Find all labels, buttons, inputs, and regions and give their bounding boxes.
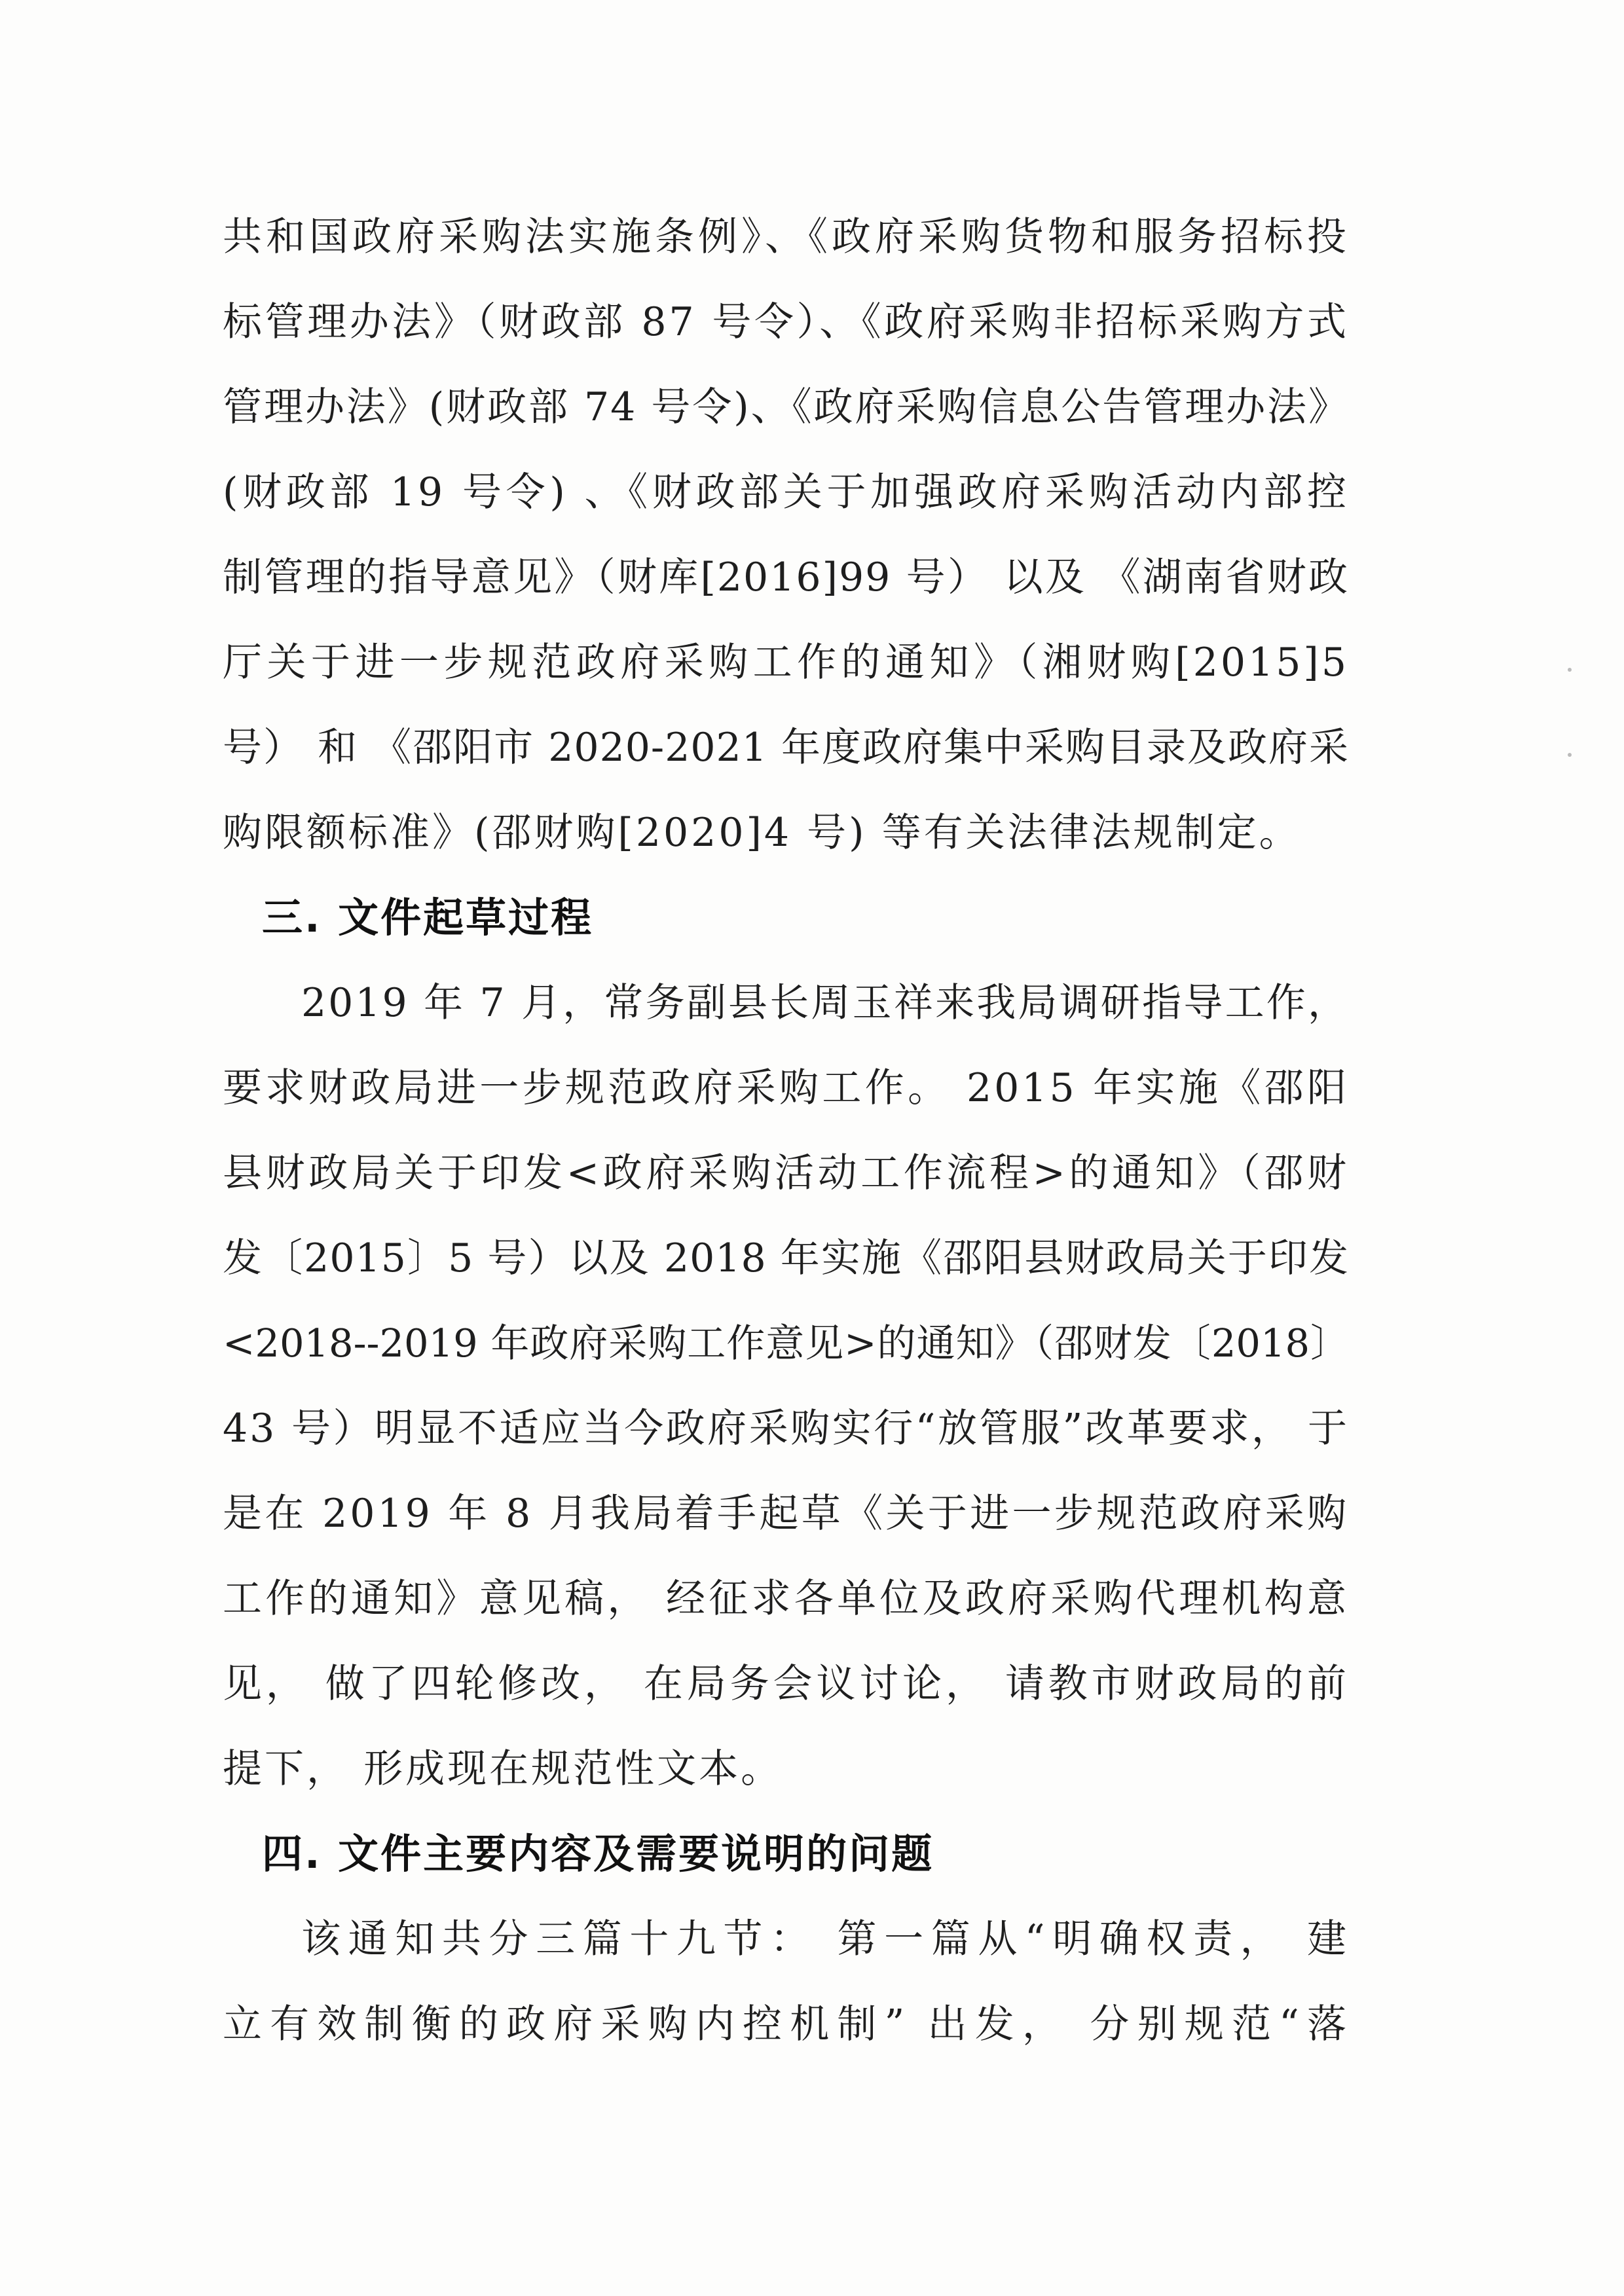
paragraph1-line-1: 共和国政府采购法实施条例》、《政府采购货物和服务招标投	[223, 214, 1349, 260]
paragraph1-line-2: 标管理办法》（财政部 87 号令）、《政府采购非招标采购方式	[223, 299, 1349, 345]
paragraph1-line-4: (财政部 19 号令) 、《财政部关于加强政府采购活动内部控	[223, 469, 1349, 515]
section4-heading: 四. 文件主要内容及需要说明的问题	[262, 1830, 934, 1878]
section3-line-10: 提下， 形成现在规范性文本。	[223, 1746, 783, 1792]
section3-line-9: 见， 做了四轮修改， 在局务会议讨论， 请教市财政局的前	[223, 1661, 1349, 1707]
paragraph1-line-6: 厅关于进一步规范政府采购工作的通知》（湘财购[2015]5	[223, 640, 1349, 685]
section3-heading: 三. 文件起草过程	[262, 894, 594, 941]
paragraph1-line-7: 号） 和 《邵阳市 2020-2021 年度政府集中采购目录及政府采	[223, 725, 1349, 771]
section3-line-2: 要求财政局进一步规范政府采购工作。 2015 年实施《邵阳	[223, 1065, 1349, 1111]
section3-line-7: 是在 2019 年 8 月我局着手起草《关于进一步规范政府采购	[223, 1491, 1349, 1537]
section3-line-6: 43 号）明显不适应当今政府采购实行“放管服”改革要求， 于	[223, 1406, 1349, 1451]
section3-line-4: 发〔2015〕5 号）以及 2018 年实施《邵阳县财政局关于印发	[223, 1235, 1349, 1281]
scan-speck	[1568, 753, 1572, 757]
section4-line-2: 立有效制衡的政府采购内控机制” 出发， 分别规范“落	[223, 2001, 1349, 2047]
section3-line-1: 2019 年 7 月，常务副县长周玉祥来我局调研指导工作，	[301, 980, 1349, 1026]
section3-line-3: 县财政局关于印发<政府采购活动工作流程>的通知》（邵财	[223, 1150, 1349, 1196]
paragraph1-line-5: 制管理的指导意见》（财库[2016]99 号） 以及 《湖南省财政	[223, 555, 1349, 600]
section4-line-1: 该通知共分三篇十九节： 第一篇从“明确权责， 建	[301, 1916, 1349, 1962]
section3-line-5: <2018--2019 年政府采购工作意见>的通知》（邵财发〔2018〕	[223, 1321, 1349, 1366]
paragraph1-line-3: 管理办法》(财政部 74 号令)、《政府采购信息公告管理办法》	[223, 384, 1349, 430]
section3-line-8: 工作的通知》意见稿， 经征求各单位及政府采购代理机构意	[223, 1576, 1349, 1622]
scan-speck	[1568, 668, 1572, 672]
paragraph1-line-8: 购限额标准》(邵财购[2020]4 号) 等有关法律法规制定。	[223, 810, 1301, 856]
